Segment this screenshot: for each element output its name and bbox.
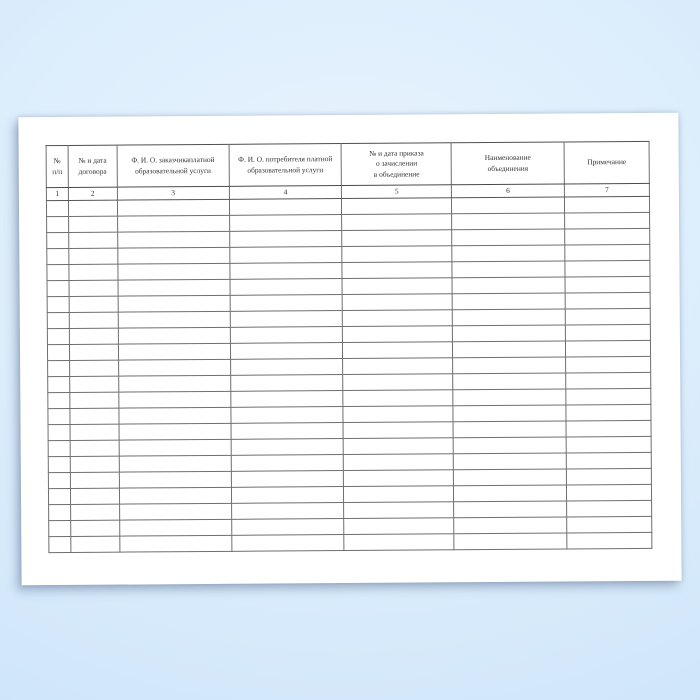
empty-cell xyxy=(231,535,344,552)
empty-cell xyxy=(230,279,343,296)
column-header-npp xyxy=(46,145,68,187)
empty-cell xyxy=(566,484,651,501)
empty-cell xyxy=(48,472,70,488)
empty-cell xyxy=(48,424,70,440)
empty-cell xyxy=(567,500,652,517)
empty-cell xyxy=(565,276,650,293)
empty-cell xyxy=(453,341,566,358)
empty-cell xyxy=(119,503,231,520)
empty-cell xyxy=(344,470,454,487)
empty-cell xyxy=(454,485,567,502)
empty-cell xyxy=(70,376,119,392)
empty-cell xyxy=(343,390,453,407)
empty-cell xyxy=(120,535,232,552)
empty-cell xyxy=(118,327,230,344)
empty-cell xyxy=(566,404,651,421)
empty-cell xyxy=(565,212,650,229)
empty-cell xyxy=(47,296,69,312)
column-header-contract xyxy=(68,145,117,187)
column-number-7: 7 xyxy=(564,183,649,197)
empty-cell xyxy=(342,230,452,247)
empty-cell xyxy=(71,520,120,536)
empty-cell xyxy=(344,534,454,551)
empty-cell xyxy=(564,196,649,213)
empty-cell xyxy=(452,213,565,230)
empty-cell xyxy=(118,279,230,296)
empty-cell xyxy=(47,280,69,296)
empty-cell xyxy=(230,359,343,376)
header-line: № xyxy=(53,156,61,166)
column-number-6: 6 xyxy=(452,184,565,198)
empty-cell xyxy=(119,471,231,488)
empty-cell xyxy=(119,423,231,440)
empty-cell xyxy=(452,261,565,278)
empty-cell xyxy=(70,456,119,472)
registration-table xyxy=(46,141,653,553)
empty-cell xyxy=(230,343,343,360)
empty-cell xyxy=(118,295,230,312)
empty-cell xyxy=(343,326,453,343)
header-line: объединения xyxy=(487,163,529,173)
empty-cell xyxy=(231,439,344,456)
empty-cell xyxy=(119,375,231,392)
empty-cell xyxy=(48,488,70,504)
empty-cell xyxy=(229,247,342,264)
empty-cell xyxy=(47,248,69,264)
empty-cell xyxy=(452,245,565,262)
empty-cell xyxy=(566,468,651,485)
empty-cell xyxy=(69,264,118,280)
empty-cell xyxy=(118,247,230,264)
header-line: в объединение xyxy=(373,169,420,179)
empty-cell xyxy=(229,231,342,248)
empty-cell xyxy=(70,424,119,440)
empty-cell xyxy=(342,246,452,263)
empty-cell xyxy=(118,263,230,280)
empty-cell xyxy=(70,472,119,488)
empty-cell xyxy=(231,423,344,440)
header-line: о зачислении xyxy=(375,158,418,169)
empty-cell xyxy=(230,391,343,408)
empty-cell xyxy=(118,343,230,360)
empty-cell xyxy=(565,244,650,261)
empty-cell xyxy=(70,488,119,504)
empty-cell xyxy=(69,296,118,312)
empty-cell xyxy=(119,391,231,408)
empty-cell xyxy=(454,501,567,518)
empty-cell xyxy=(69,280,118,296)
header-line: Примечание xyxy=(587,157,627,167)
empty-cell xyxy=(566,356,651,373)
empty-cell xyxy=(230,263,343,280)
column-header-note xyxy=(564,141,649,184)
empty-cell xyxy=(565,260,650,277)
header-line: п/п xyxy=(52,166,63,176)
empty-cell xyxy=(71,504,120,520)
empty-cell xyxy=(119,455,231,472)
empty-cell xyxy=(231,471,344,488)
empty-cell xyxy=(120,519,232,536)
empty-cell xyxy=(118,311,230,328)
empty-cell xyxy=(229,215,342,232)
empty-cell xyxy=(49,536,71,552)
empty-cell xyxy=(117,215,229,232)
empty-cell xyxy=(452,229,565,246)
column-header-order xyxy=(342,143,452,186)
empty-cell xyxy=(71,536,120,552)
empty-cell xyxy=(342,278,452,295)
empty-cell xyxy=(453,389,566,406)
empty-cell xyxy=(453,405,566,422)
header-line: № и дата xyxy=(78,155,107,165)
empty-cell xyxy=(119,487,231,504)
empty-cell xyxy=(47,264,69,280)
empty-cell xyxy=(49,504,71,520)
table-row xyxy=(49,532,652,552)
column-number-3: 3 xyxy=(117,186,229,200)
empty-cell xyxy=(48,392,70,408)
empty-cell xyxy=(344,518,454,535)
empty-cell xyxy=(69,232,118,248)
empty-cell xyxy=(453,453,566,470)
empty-cell xyxy=(453,325,566,342)
column-number-5: 5 xyxy=(342,185,452,199)
empty-cell xyxy=(231,519,344,536)
empty-cell xyxy=(454,469,567,486)
empty-cell xyxy=(452,309,565,326)
empty-cell xyxy=(231,455,344,472)
document-sheet xyxy=(18,113,681,586)
empty-cell xyxy=(119,407,231,424)
empty-cell xyxy=(47,344,69,360)
empty-cell xyxy=(453,357,566,374)
empty-cell xyxy=(342,262,452,279)
empty-cell xyxy=(453,421,566,438)
empty-cell xyxy=(566,388,651,405)
empty-cell xyxy=(566,420,651,437)
empty-cell xyxy=(230,327,343,344)
empty-cell xyxy=(231,503,344,520)
header-line: № и дата приказа xyxy=(369,148,424,158)
column-number-1: 1 xyxy=(46,187,68,200)
empty-cell xyxy=(453,437,566,454)
empty-cell xyxy=(565,228,650,245)
empty-cell xyxy=(343,310,453,327)
empty-cell xyxy=(119,439,231,456)
empty-cell xyxy=(231,407,344,424)
empty-cell xyxy=(454,533,567,550)
empty-cell xyxy=(565,324,650,341)
empty-cell xyxy=(344,486,454,503)
column-header-customer xyxy=(117,144,229,187)
empty-cell xyxy=(48,408,70,424)
empty-cell xyxy=(344,454,454,471)
empty-cell xyxy=(69,248,118,264)
empty-cell xyxy=(46,200,68,216)
empty-cell xyxy=(343,374,453,391)
empty-cell xyxy=(69,312,118,328)
empty-cell xyxy=(342,198,452,215)
empty-cell xyxy=(453,373,566,390)
empty-cell xyxy=(48,456,70,472)
empty-cell xyxy=(69,216,118,232)
empty-cell xyxy=(565,308,650,325)
empty-cell xyxy=(566,436,651,453)
empty-cell xyxy=(69,344,118,360)
empty-cell xyxy=(69,328,118,344)
header-line: Наименование xyxy=(484,152,531,163)
empty-cell xyxy=(342,214,452,231)
header-line: образовательной услуги xyxy=(135,165,211,175)
empty-cell xyxy=(230,311,343,328)
empty-cell xyxy=(70,408,119,424)
empty-cell xyxy=(48,360,70,376)
empty-cell xyxy=(70,360,119,376)
empty-cell xyxy=(68,200,117,216)
empty-cell xyxy=(566,372,651,389)
empty-cell xyxy=(48,376,70,392)
empty-cell xyxy=(565,340,650,357)
empty-cell xyxy=(230,295,343,312)
table-header-row xyxy=(46,141,649,187)
header-line: Ф. И. О. заказчикаплатной xyxy=(131,155,215,165)
empty-cell xyxy=(343,422,453,439)
empty-cell xyxy=(454,517,567,534)
empty-cell xyxy=(47,232,69,248)
column-number-2: 2 xyxy=(68,187,117,200)
empty-cell xyxy=(452,197,565,214)
empty-cell xyxy=(229,199,342,216)
empty-cell xyxy=(118,359,230,376)
empty-cell xyxy=(343,358,453,375)
empty-cell xyxy=(344,502,454,519)
empty-cell xyxy=(452,277,565,294)
empty-cell xyxy=(117,199,229,216)
column-header-association xyxy=(451,142,564,185)
empty-cell xyxy=(48,440,70,456)
column-header-consumer xyxy=(229,144,342,187)
empty-cell xyxy=(47,216,69,232)
empty-cell xyxy=(47,312,69,328)
column-number-4: 4 xyxy=(229,186,342,200)
empty-cell xyxy=(344,438,454,455)
empty-cell xyxy=(70,392,119,408)
header-line: образовательной услуги xyxy=(247,164,324,175)
empty-cell xyxy=(566,452,651,469)
empty-cell xyxy=(47,328,69,344)
empty-cell xyxy=(343,406,453,423)
empty-cell xyxy=(452,293,565,310)
header-line: договора xyxy=(78,166,107,176)
empty-cell xyxy=(49,520,71,536)
header-line: Ф. И. О. потребителя платной xyxy=(238,154,333,164)
empty-cell xyxy=(230,375,343,392)
empty-cell xyxy=(567,532,652,549)
empty-cell xyxy=(231,487,344,504)
empty-cell xyxy=(343,342,453,359)
empty-cell xyxy=(70,440,119,456)
empty-cell xyxy=(565,292,650,309)
empty-cell xyxy=(118,231,230,248)
empty-cell xyxy=(343,294,453,311)
empty-cell xyxy=(567,516,652,533)
